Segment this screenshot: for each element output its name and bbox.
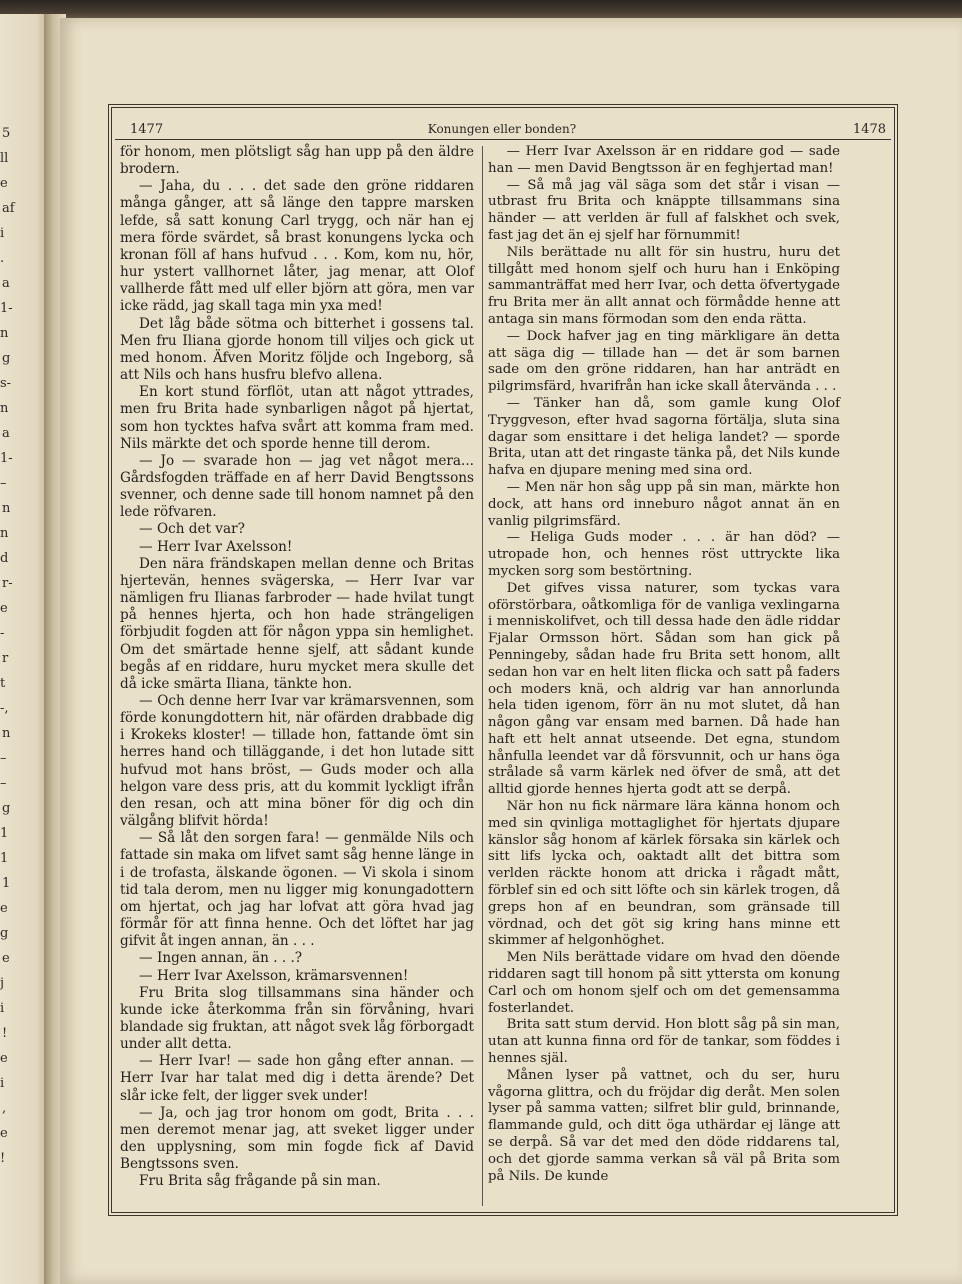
edge-fragment: – bbox=[0, 776, 7, 791]
right-page-number: 1478 bbox=[852, 122, 886, 137]
edge-fragment: g bbox=[2, 801, 11, 816]
edge-fragment: i bbox=[0, 1076, 5, 1091]
edge-fragment: e bbox=[0, 901, 8, 916]
edge-fragment: a bbox=[2, 276, 10, 291]
edge-fragment: n bbox=[0, 326, 9, 341]
edge-fragment: , bbox=[2, 1101, 7, 1116]
edge-fragment: e bbox=[0, 601, 8, 616]
edge-fragment: 1 bbox=[2, 876, 11, 891]
paragraph: — Herr Ivar Axelsson är en riddare god — sade han — men David Bengtsson är en feghjertad man! bbox=[488, 144, 840, 176]
edge-fragment: n bbox=[2, 501, 11, 516]
edge-fragment: d bbox=[0, 551, 9, 566]
edge-fragment: s- bbox=[0, 376, 12, 391]
paragraph: Månen lyser på vattnet, och du ser, huru vågorna glittra, och du fröjdar dig deråt. Men solen lyser på samma vatten; silfret blir guld, brinnande, flammande guld, och ditt öga uthärdar ej länge att se derpå. Så var det med den döde riddarens tal, och det gjorde samma verkan så väl på Brita som på Nils. De kunde bbox=[488, 1067, 840, 1184]
paragraph: — Herr Ivar! — sade hon gång efter annan. — Herr Ivar har talat med dig i detta ärende? Det slår icke felt, der ligger svek under! bbox=[120, 1053, 474, 1104]
paragraph: Den nära frändskapen mellan denne och Britas hjertevän, hennes svägerska, — Herr Ivar var nämligen fru Ilianas farbroder — hade hvilat tungt på hennes hjerta, och hon hade strängeligen förbjudit fogden att för någon yppa sin hemlighet. Om det smärtade henne sjelf, att sådant kunde begås af en riddare, huru mycket mera skulle det då icke smärta Iliana, tänkte hon. bbox=[120, 555, 474, 692]
paragraph: — Jaha, du . . . det sade den gröne riddaren många gånger, att så länge den tappre marsken lefde, så satt konung Carl trygg, och när han ej mera förde svärdet, så brast konungens lycka och kronan föll af hans hufvud . . . Kom, kom nu, hör, hur ystert vallhornet låter, jag menar, att Olof vallherde fått med ulf eller björn att göra, men var icke rädd, jag skall taga min yxa med! bbox=[120, 178, 474, 315]
paragraph: — Tänker han då, som gamle kung Olof Tryggveson, efter hvad sagorna förtälja, sluta sina dagar som ensittare i det heliga landet? — sporde Brita, utan att det ringaste tänka på, det Nils kunde hafva en djupare mening med sina ord. bbox=[488, 395, 840, 479]
paragraph: Nils berättade nu allt för sin hustru, huru det tillgått med honom sjelf och huru han i Enköping sammanträffat med herr Ivar, och detta öfvertygade fru Brita mer än allt annat och förmådde henne att antaga sin mans förmodan som den enda rätta. bbox=[488, 244, 840, 327]
paragraph: När hon nu fick närmare lära känna honom och med sin qvinliga mottaglighet för hjertats djupare känslor såg honom af kärlek försaka sin kärlek och sitt lifs lycka och, oaktadt allt det bittra som verlden räckte honom att dricka i rågadt mått, förblef sin ed och sitt löfte och sin kärlek trogen, då greps hon af en beundran, som gränsade till vördnad, och det göt sig kring hans minne ett skimmer af helgonhöghet. bbox=[488, 799, 840, 949]
paragraph: för honom, men plötsligt såg han upp på den äldre brodern. bbox=[120, 144, 474, 178]
edge-fragment: 1- bbox=[0, 451, 13, 466]
paragraph: — Dock hafver jag en ting märkligare än detta att säga dig — tillade han — det är som barnen sade om den gröne riddaren, han har anträdt en pilgrimsfärd, hvarifrån han icke skall återvända . . . bbox=[488, 328, 840, 395]
paragraph: Brita satt stum dervid. Hon blott såg på sin man, utan att kunna finna ord för de tankar, som föddes i hennes själ. bbox=[488, 1017, 840, 1067]
right-column bbox=[488, 144, 840, 1185]
edge-fragment: - bbox=[0, 626, 5, 641]
paragraph: Fru Brita såg frågande på sin man. bbox=[139, 1173, 381, 1190]
paragraph: Men Nils berättade vidare om hvad den döende riddaren sagt till honom på sitt yttersta om konung Carl och om honom sjelf och om det gemensamma fosterlandet. bbox=[488, 950, 840, 1016]
edge-fragment: af bbox=[2, 201, 15, 216]
edge-fragment: t bbox=[0, 676, 6, 691]
edge-fragment: j bbox=[0, 976, 5, 991]
edge-fragment: 1- bbox=[0, 301, 13, 316]
edge-fragment: – bbox=[0, 476, 7, 491]
paragraph: En kort stund förflöt, utan att något yttrades, men fru Brita hade synbarligen något på hjertat, som hon tycktes hafva svårt att komma fram med. Nils märkte det och sporde henne till derom. bbox=[120, 384, 474, 452]
paragraph: — Så låt den sorgen fara! — genmälde Nils och fattade sin maka om lifvet samt såg henne länge in i de trofasta, älskande ögonen. — Vi skola i sinom tid tala derom, men nu ligger mig konungadottern om hjertat, och jag har lofvat att göra hvad jag förmår för att finna henne. Och det löftet har jag gifvit åt ingen annan, än . . . bbox=[120, 830, 474, 950]
edge-fragment: r bbox=[2, 651, 9, 666]
paragraph: — Så må jag väl säga som det står i visan — utbrast fru Brita och knäppte tillsammans sina händer — att verlden är full af falskhet och svek, fast jag det än ej sjelf har förnummit! bbox=[488, 177, 840, 243]
paragraph: Det låg både sötma och bitterhet i gossens tal. Men fru Iliana gjorde honom till viljes och gick ut med honom. Äfven Moritz följde och Ingeborg, så att Nils och hans husfru blefvo allena. bbox=[120, 315, 474, 384]
edge-fragment: . bbox=[0, 251, 5, 266]
edge-fragment: 1 bbox=[0, 826, 9, 841]
paragraph: — Heliga Guds moder . . . är han död? — utropade hon, och hennes röst uttryckte lika mycken sorg som bestörtning. bbox=[488, 530, 840, 579]
edge-fragment: e bbox=[0, 1126, 8, 1141]
edge-fragment: r- bbox=[2, 576, 13, 591]
edge-fragment: ! bbox=[2, 1026, 8, 1041]
edge-fragment: e bbox=[0, 1051, 8, 1066]
edge-fragment: g bbox=[2, 351, 11, 366]
left-column bbox=[120, 144, 474, 1191]
paragraph: Fru Brita slog tillsammans sina händer och kunde icke återkomma från sin förvåning, hvari blandade sig fruktan, att något svek låg förborgadt under allt detta. bbox=[120, 984, 474, 1053]
edge-fragment: -, bbox=[0, 701, 9, 716]
edge-fragment: g bbox=[0, 926, 9, 941]
edge-fragment: n bbox=[0, 526, 9, 541]
header-rule bbox=[115, 139, 891, 140]
edge-fragment: i bbox=[0, 226, 5, 241]
book-page bbox=[60, 18, 962, 1284]
paragraph: — Ja, och jag tror honom om godt, Brita . . . men deremot menar jag, att sveket ligger under den upplysning, som min fogde fick af David Bengtssons sven. bbox=[120, 1104, 474, 1173]
running-title: Konungen eller bonden? bbox=[427, 122, 577, 136]
edge-fragment: 1 bbox=[0, 851, 9, 866]
edge-fragment: n bbox=[2, 726, 11, 741]
left-page-number: 1477 bbox=[130, 122, 164, 137]
paragraph: — Herr Ivar Axelsson, krämarsvennen! bbox=[139, 967, 409, 984]
edge-fragment: a bbox=[2, 426, 10, 441]
edge-fragment: e bbox=[2, 951, 10, 966]
edge-fragment: i bbox=[0, 1001, 5, 1016]
edge-fragment: n bbox=[0, 401, 9, 416]
edge-fragment: e bbox=[0, 176, 8, 191]
paragraph: Det gifves vissa naturer, som tyckas vara oförstörbara, oåtkomliga för de vanliga vexlingarna i menniskolifvet, och till dessa hade den ädle riddar Fjalar Ormsson hört. Sådan som han gick på Penningeby, sådan hade fru Brita sett honom, allt sedan hon var en helt liten flicka och satt på faders och moders knä, och aldrig var han annorlunda hela tiden igenom, förr än nu mot slutet, då han någon gång var ensam med barnen. Då hade han haft ett helt annat utseende. Det egna, stundom hånfulla leendet var då försvunnit, och ur hans öga strålade så varm kärlek ned öfver de små, att det alltid gjorde hennes hjerta godt att se derpå. bbox=[488, 580, 840, 798]
paragraph: — Men när hon såg upp på sin man, märkte hon dock, att hans ord inneburo något annat än en vanlig pilgrimsfärd. bbox=[488, 479, 840, 529]
paragraph: — Och denne herr Ivar var krämarsvennen, som förde konungdottern hit, när ofärden drabbade dig i Krokeks kloster! — tillade hon, fattande ömt sin herres hand och tilläggande, i det hon lutade sitt hufvud mot hans bröst, — Guds moder och alla helgon vare dess pris, att du kommit lyckligt ifrån den resan, och att mina böner för dig och din välgång blifvit hörda! bbox=[120, 693, 474, 830]
edge-fragment: – bbox=[0, 751, 7, 766]
edge-fragment: ll bbox=[0, 151, 9, 166]
column-divider bbox=[482, 146, 483, 1206]
paragraph: — Herr Ivar Axelsson! bbox=[139, 538, 293, 555]
paragraph: — Ingen annan, än . . .? bbox=[139, 950, 303, 967]
paragraph: — Och det var? bbox=[139, 521, 245, 538]
edge-fragment: ! bbox=[0, 1151, 6, 1166]
paragraph: — Jo — svarade hon — jag vet något mera... Gårdsfogden träffade en af herr David Bengtssons svenner, och denne sade till honom namnet på den lede röfvaren. bbox=[120, 452, 474, 521]
edge-fragment: 5 bbox=[2, 126, 11, 141]
